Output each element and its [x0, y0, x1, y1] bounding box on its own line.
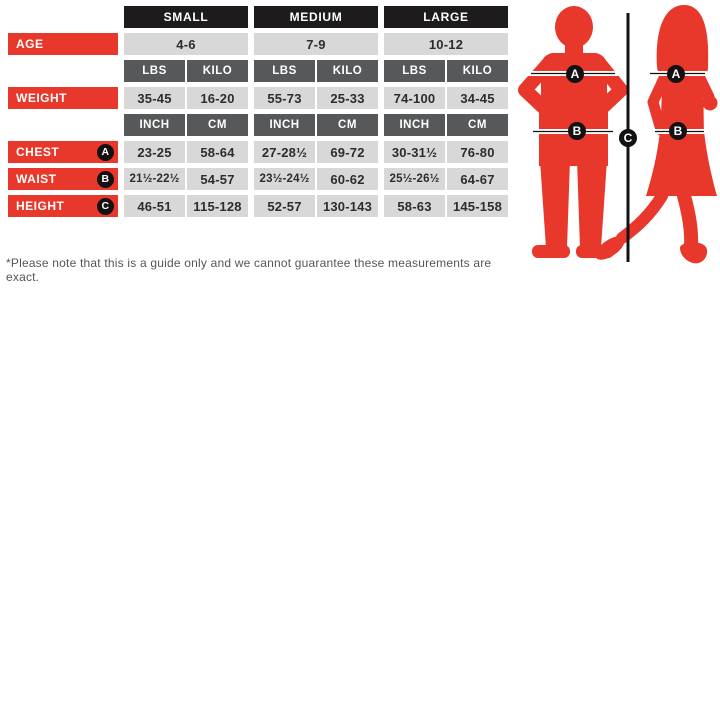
- height-inch-small: 46-51: [124, 195, 185, 217]
- waist-inch-medium: 23½-24½: [254, 168, 315, 190]
- weight-values-medium: [254, 87, 378, 109]
- weight-values-large: [384, 87, 508, 109]
- unit-header-lbs: LBS: [124, 60, 185, 82]
- waist-values-medium: [254, 168, 378, 190]
- row-label-weight: [8, 87, 118, 109]
- body-units-medium: [254, 114, 378, 136]
- height-cm-small: 115-128: [187, 195, 248, 217]
- size-col-header-small: SMALL: [124, 6, 248, 28]
- measurement-figures: [510, 0, 720, 270]
- height-values-medium: [254, 195, 378, 217]
- weight-lbs-medium: 55-73: [254, 87, 315, 109]
- girl-waist-marker-letter: B: [673, 124, 683, 138]
- waist-inch-large: 25½-26½: [384, 168, 445, 190]
- weight-lbs-large: 74-100: [384, 87, 445, 109]
- waist-inch-small: 21½-22½: [124, 168, 185, 190]
- chest-cm-medium: 69-72: [317, 141, 378, 163]
- row-label-chest: [8, 141, 118, 163]
- unit-header-inch: INCH: [124, 114, 185, 136]
- row-label-chest-text: CHEST: [16, 145, 60, 159]
- body-units-large: [384, 114, 508, 136]
- weight-units-medium: [254, 60, 378, 82]
- unit-header-inch: INCH: [384, 114, 445, 136]
- size-table: [8, 6, 508, 217]
- boy-waist-marker-letter: B: [572, 124, 582, 138]
- row-label-age-text: AGE: [16, 37, 44, 51]
- waist-cm-medium: 60-62: [317, 168, 378, 190]
- height-cm-medium: 130-143: [317, 195, 378, 217]
- girl-silhouette: [591, 5, 717, 264]
- corner-spacer: [8, 6, 118, 28]
- chest-values-small: [124, 141, 248, 163]
- unit-header-lbs: LBS: [254, 60, 315, 82]
- waist-values-small: [124, 168, 248, 190]
- unit-header-kilo: KILO: [187, 60, 248, 82]
- height-values-small: [124, 195, 248, 217]
- waist-cm-small: 54-57: [187, 168, 248, 190]
- row-label-weight-text: WEIGHT: [16, 91, 67, 105]
- chest-inch-small: 23-25: [124, 141, 185, 163]
- row-label-waist: [8, 168, 118, 190]
- row-label-age: [8, 33, 118, 55]
- age-value-large: 10-12: [384, 33, 508, 55]
- waist-cm-large: 64-67: [447, 168, 508, 190]
- size-col-header-medium: MEDIUM: [254, 6, 378, 28]
- weight-values-small: [124, 87, 248, 109]
- chest-cm-small: 58-64: [187, 141, 248, 163]
- age-value-small: 4-6: [124, 33, 248, 55]
- unit-header-kilo: KILO: [447, 60, 508, 82]
- unit-header-inch: INCH: [254, 114, 315, 136]
- unit-header-cm: CM: [447, 114, 508, 136]
- chest-values-large: [384, 141, 508, 163]
- marker-c-badge: C: [97, 198, 114, 215]
- height-marker-letter: C: [623, 131, 633, 145]
- weight-kilo-small: 16-20: [187, 87, 248, 109]
- height-cm-large: 145-158: [447, 195, 508, 217]
- unit-row-spacer: [8, 114, 118, 136]
- weight-lbs-small: 35-45: [124, 87, 185, 109]
- unit-row-spacer: [8, 60, 118, 82]
- chest-values-medium: [254, 141, 378, 163]
- unit-header-cm: CM: [187, 114, 248, 136]
- marker-a-badge: A: [97, 144, 114, 161]
- row-label-waist-text: WAIST: [16, 172, 57, 186]
- girl-chest-marker-letter: A: [671, 67, 681, 81]
- size-col-header-large: LARGE: [384, 6, 508, 28]
- weight-units-large: [384, 60, 508, 82]
- chest-cm-large: 76-80: [447, 141, 508, 163]
- marker-b-badge: B: [97, 171, 114, 188]
- chest-inch-large: 30-31½: [384, 141, 445, 163]
- unit-header-lbs: LBS: [384, 60, 445, 82]
- height-values-large: [384, 195, 508, 217]
- weight-units-small: [124, 60, 248, 82]
- unit-header-cm: CM: [317, 114, 378, 136]
- waist-values-large: [384, 168, 508, 190]
- row-label-height-text: HEIGHT: [16, 199, 65, 213]
- weight-kilo-medium: 25-33: [317, 87, 378, 109]
- weight-kilo-large: 34-45: [447, 87, 508, 109]
- unit-header-kilo: KILO: [317, 60, 378, 82]
- chest-inch-medium: 27-28½: [254, 141, 315, 163]
- boy-chest-marker-letter: A: [570, 67, 580, 81]
- disclaimer-footnote: *Please note that this is a guide only and we cannot guarantee these measurements are exact.: [6, 256, 492, 284]
- height-inch-medium: 52-57: [254, 195, 315, 217]
- row-label-height: [8, 195, 118, 217]
- age-value-medium: 7-9: [254, 33, 378, 55]
- body-units-small: [124, 114, 248, 136]
- height-inch-large: 58-63: [384, 195, 445, 217]
